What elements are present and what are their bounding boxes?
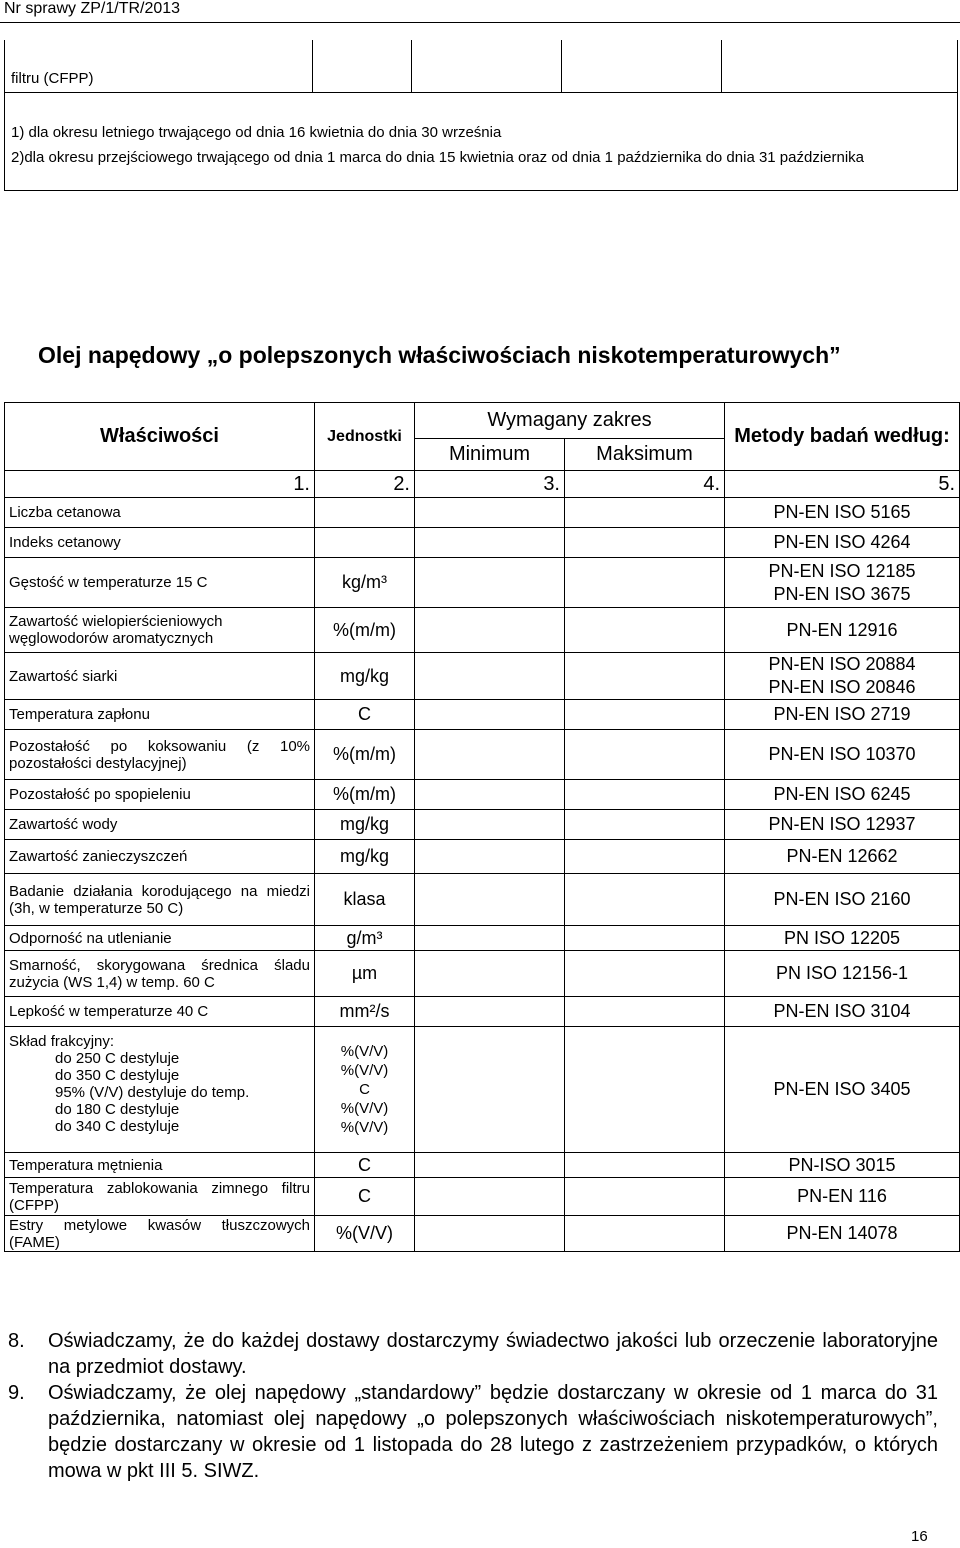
maximum-cell [565,810,725,840]
test-method-cell: PN ISO 12156-1 [725,951,960,997]
table-row [5,840,960,874]
header-divider [0,22,960,23]
property-name-text: Zawartość zanieczyszczeń [9,848,188,865]
minimum-cell [415,653,565,700]
statement-text: Oświadczamy, że olej napędowy „standardowy” będzie dostarczany w okresie od 1 marca do 31 października, natomiast olej napędowy „o polepszonych właściwościach niskotemperaturowych”, będzie dostarczany w okresie od 1 listopada do 28 lutego z zastrzeżeniem przypadków, o których mowa w pkt III 5. SIWZ. [48,1382,938,1482]
maximum-cell [565,498,725,528]
property-name-text: Zawartość siarki [9,667,118,685]
test-method-cell: PN-EN 12916 [725,608,960,653]
property-name [5,840,315,874]
minimum-cell [415,558,565,608]
maximum-cell [565,780,725,810]
property-name-text: Zawartość wielopierścieniowych węglowodorów aromatycznych [9,613,223,647]
table-row [5,653,960,700]
table-row [5,1027,960,1153]
property-name-text: Badanie działania korodującego na miedzi (3h, w temperaturze 50 C) [9,882,310,917]
table-row [5,498,960,528]
maximum-cell [565,1153,725,1178]
previous-table-fragment [4,40,958,191]
minimum-cell [415,608,565,653]
minimum-cell [415,528,565,558]
minimum-cell [415,926,565,951]
fragment-column-divider [312,40,313,92]
test-method-cell: PN-EN 116 [725,1178,960,1216]
table-row [5,1153,960,1178]
test-method-cell: PN-EN ISO 4264 [725,528,960,558]
statement-item [8,1380,938,1484]
maximum-cell [565,1027,725,1153]
maximum-cell [565,874,725,926]
unit-cell [315,528,415,558]
unit-cell: kg/m³ [315,558,415,608]
maximum-cell [565,730,725,780]
unit-cell: mm²/s [315,997,415,1027]
minimum-cell [415,730,565,780]
specification-table [4,402,960,1252]
statement-item [8,1328,938,1380]
property-name [5,1153,315,1178]
maximum-cell [565,951,725,997]
table-header-row [5,403,960,439]
table-row [5,730,960,780]
footnote-2-number: 2) [11,149,25,166]
maximum-cell [565,608,725,653]
minimum-cell [415,1178,565,1216]
footnote-2-text: dla okresu przejściowego trwającego od dnia 1 marca do dnia 15 kwietnia oraz od dnia 1 października do dnia 31 października [24,149,865,166]
table-row [5,1216,960,1252]
property-name-text: Odporność na utlenianie [9,929,172,947]
unit-cell [315,498,415,528]
property-name-text: Skład frakcyjny: [9,1033,115,1050]
property-name-text: Liczba cetanowa [9,504,121,521]
page-number: 16 [911,1528,928,1545]
unit-cell: C [315,1153,415,1178]
test-method-cell: PN-EN ISO 10370 [725,730,960,780]
property-name [5,730,315,780]
statement-text: Oświadczamy, że do każdej dostawy dostarczymy świadectwo jakości lub orzeczenie laboratoryjne na przedmiot dostawy. [48,1330,938,1378]
statement-number: 9. [8,1382,25,1404]
unit-cell: C [315,700,415,730]
property-name [5,608,315,653]
test-method-cell: PN-EN ISO 6245 [725,780,960,810]
property-name-text: Pozostałość po koksowaniu (z 10% pozostałości destylacyjnej) [9,737,310,772]
fragment-row-label: filtru (CFPP) [11,70,94,87]
maximum-cell [565,700,725,730]
maximum-cell [565,997,725,1027]
minimum-cell [415,810,565,840]
property-name-text: Temperatura zapłonu [9,706,150,723]
test-method-cell: PN-EN 14078 [725,1216,960,1252]
table-row [5,780,960,810]
test-method-cell: PN-ISO 3015 [725,1153,960,1178]
header-required-range: Wymagany zakres [415,403,725,439]
unit-cell: mg/kg [315,653,415,700]
table-row [5,608,960,653]
column-number: 5. [725,471,960,498]
unit-cell: µm [315,951,415,997]
minimum-cell [415,780,565,810]
test-method-cell: PN-EN ISO 12185 PN-EN ISO 3675 [725,558,960,608]
maximum-cell [565,528,725,558]
table-row [5,528,960,558]
fragment-column-divider [561,40,562,92]
property-name [5,1216,315,1252]
property-name [5,874,315,926]
test-method-cell: PN-EN ISO 3104 [725,997,960,1027]
column-number-row [5,471,960,498]
unit-cell: mg/kg [315,840,415,874]
unit-cell: %(m/m) [315,730,415,780]
column-number: 1. [5,471,315,498]
unit-cell: %(V/V) [315,1216,415,1252]
unit-cell: %(m/m) [315,608,415,653]
property-subitem: do 250 C destyluje [55,1050,180,1067]
table-row [5,997,960,1027]
table-row [5,926,960,951]
fragment-column-divider [411,40,412,92]
column-number: 3. [415,471,565,498]
table-row [5,951,960,997]
property-name [5,926,315,951]
property-name-text: Gęstość w temperaturze 15 C [9,574,208,591]
fragment-row-divider [5,92,957,93]
property-subitem: do 180 C destyluje [55,1101,180,1118]
statement-number: 8. [8,1330,25,1352]
property-name [5,528,315,558]
minimum-cell [415,498,565,528]
minimum-cell [415,1027,565,1153]
property-name-text: Lepkość w temperaturze 40 C [9,1003,209,1020]
property-name-text: Smarność, skorygowana średnica śladu zużycia (WS 1,4) w temp. 60 C [9,956,310,991]
property-name-text: Pozostałość po spopieleniu [9,786,191,803]
property-name-text: Zawartość wody [9,816,118,833]
test-method-cell: PN-EN ISO 3405 [725,1027,960,1153]
table-row [5,874,960,926]
maximum-cell [565,840,725,874]
property-name-text: Estry metylowe kwasów tłuszczowych (FAME) [9,1216,310,1251]
test-method-cell: PN-EN ISO 2719 [725,700,960,730]
header-units: Jednostki [315,403,415,471]
property-name [5,498,315,528]
property-subitem: do 340 C destyluje [55,1118,180,1135]
header-maximum: Maksimum [565,439,725,471]
unit-cell: klasa [315,874,415,926]
footnote-1-text: dla okresu letniego trwającego od dnia 16 kwietnia do dnia 30 września [24,124,502,141]
test-method-cell: PN-EN ISO 2160 [725,874,960,926]
property-name [5,780,315,810]
header-methods: Metody badań według: [725,403,960,471]
unit-cell: C [315,1178,415,1216]
fragment-column-divider [721,40,722,92]
statements-list [8,1328,938,1484]
test-method-cell: PN ISO 12205 [725,926,960,951]
property-name [5,997,315,1027]
section-title: Olej napędowy „o polepszonych właściwościach niskotemperaturowych” [38,342,841,368]
minimum-cell [415,951,565,997]
table-row [5,1178,960,1216]
minimum-cell [415,1216,565,1252]
unit-cell: mg/kg [315,810,415,840]
maximum-cell [565,926,725,951]
property-name [5,1027,315,1153]
header-minimum: Minimum [415,439,565,471]
test-method-cell: PN-EN ISO 5165 [725,498,960,528]
column-number: 4. [565,471,725,498]
unit-cell: %(V/V) %(V/V) C %(V/V) %(V/V) [315,1027,415,1153]
property-name [5,653,315,700]
unit-cell: %(m/m) [315,780,415,810]
minimum-cell [415,1153,565,1178]
table-row [5,558,960,608]
property-name [5,558,315,608]
footnote-2 [11,149,864,166]
minimum-cell [415,700,565,730]
property-name [5,1178,315,1216]
minimum-cell [415,874,565,926]
table-row [5,810,960,840]
property-name [5,951,315,997]
maximum-cell [565,558,725,608]
property-subitem: do 350 C destyluje [55,1067,180,1084]
minimum-cell [415,997,565,1027]
property-name [5,810,315,840]
test-method-cell: PN-EN 12662 [725,840,960,874]
property-name-text: Indeks cetanowy [9,534,121,551]
document-reference: Nr sprawy ZP/1/TR/2013 [4,0,181,17]
property-name [5,700,315,730]
test-method-cell: PN-EN ISO 12937 [725,810,960,840]
table-row [5,700,960,730]
header-properties: Właściwości [5,403,315,471]
minimum-cell [415,840,565,874]
property-name-text: Temperatura mętnienia [9,1156,163,1174]
test-method-cell: PN-EN ISO 20884 PN-EN ISO 20846 [725,653,960,700]
maximum-cell [565,1216,725,1252]
footnote-1 [11,124,501,141]
column-number: 2. [315,471,415,498]
property-name-text: Temperatura zablokowania zimnego filtru (CFPP) [9,1179,310,1214]
property-subitem: 95% (V/V) destyluje do temp. [55,1084,250,1101]
unit-cell: g/m³ [315,926,415,951]
footnote-1-number: 1) [11,124,25,141]
maximum-cell [565,1178,725,1216]
maximum-cell [565,653,725,700]
